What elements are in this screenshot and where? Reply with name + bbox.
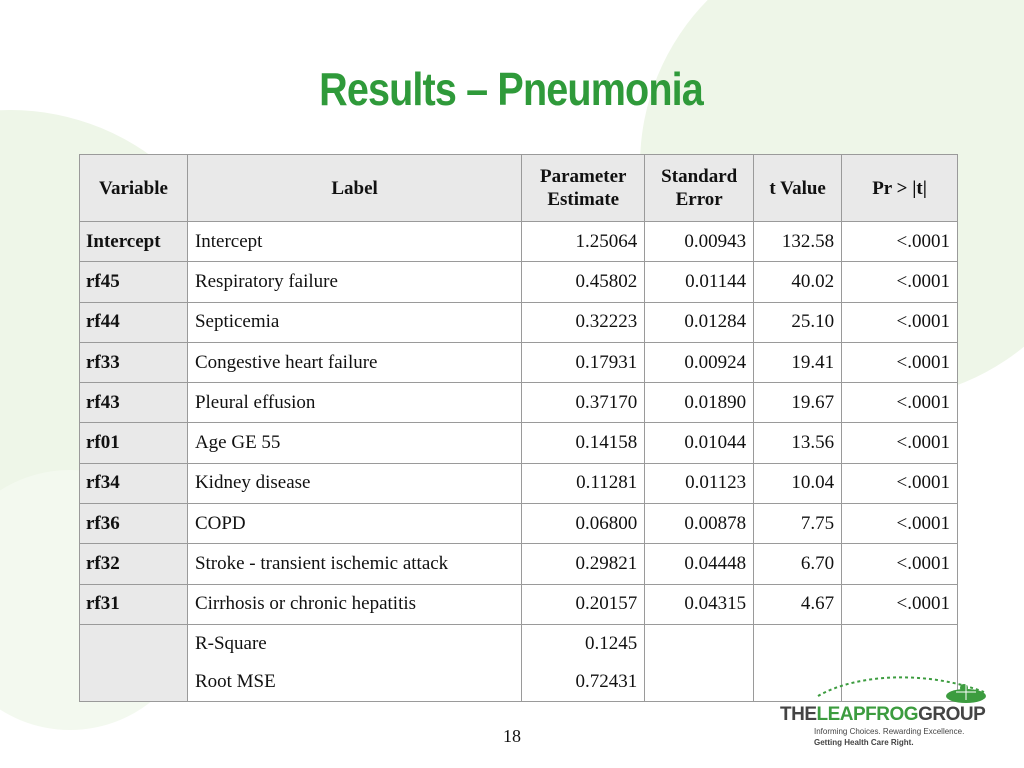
cell-tvalue: 132.58 <box>754 222 842 262</box>
table-row <box>80 504 958 544</box>
cell-pvalue: <.0001 <box>842 262 958 302</box>
cell-label: COPD <box>187 504 521 544</box>
cell-label: Pleural effusion <box>187 383 521 423</box>
cell-pvalue: <.0001 <box>842 504 958 544</box>
cell-stderr: 0.01123 <box>645 463 754 503</box>
stats-variable-blank <box>80 624 188 663</box>
cell-estimate: 0.14158 <box>522 423 645 463</box>
cell-stderr: 0.01284 <box>645 302 754 342</box>
stats-blank <box>754 624 842 663</box>
cell-stderr: 0.04315 <box>645 584 754 624</box>
stats-blank <box>645 624 754 663</box>
stats-value: 0.72431 <box>522 663 645 702</box>
cell-variable: rf44 <box>80 302 188 342</box>
stats-variable-blank <box>80 663 188 702</box>
table-row <box>80 423 958 463</box>
header-estimate: Parameter Estimate <box>522 155 645 222</box>
table-row <box>80 463 958 503</box>
cell-stderr: 0.00878 <box>645 504 754 544</box>
cell-variable: rf33 <box>80 342 188 382</box>
cell-tvalue: 10.04 <box>754 463 842 503</box>
cell-label: Stroke - transient ischemic attack <box>187 544 521 584</box>
header-label: Label <box>187 155 521 222</box>
table-row <box>80 383 958 423</box>
stats-label: Root MSE <box>187 663 521 702</box>
logo-subtagline: Getting Health Care Right. <box>814 738 914 747</box>
cell-pvalue: <.0001 <box>842 463 958 503</box>
cell-label: Intercept <box>187 222 521 262</box>
cell-label: Cirrhosis or chronic hepatitis <box>187 584 521 624</box>
cell-stderr: 0.01890 <box>645 383 754 423</box>
cell-variable: rf01 <box>80 423 188 463</box>
cell-tvalue: 40.02 <box>754 262 842 302</box>
cell-label: Kidney disease <box>187 463 521 503</box>
table-row <box>80 222 958 262</box>
logo-tagline: Informing Choices. Rewarding Excellence. <box>814 727 965 736</box>
cell-stderr: 0.04448 <box>645 544 754 584</box>
cell-estimate: 0.29821 <box>522 544 645 584</box>
table-header-row <box>80 155 958 222</box>
header-tvalue: t Value <box>754 155 842 222</box>
cell-pvalue: <.0001 <box>842 584 958 624</box>
table-row <box>80 342 958 382</box>
cell-variable: rf36 <box>80 504 188 544</box>
cell-pvalue: <.0001 <box>842 302 958 342</box>
stats-label: R-Square <box>187 624 521 663</box>
cell-variable: rf34 <box>80 463 188 503</box>
header-pvalue: Pr > |t| <box>842 155 958 222</box>
cell-tvalue: 4.67 <box>754 584 842 624</box>
header-variable: Variable <box>80 155 188 222</box>
page-number: 18 <box>503 726 521 746</box>
cell-tvalue: 6.70 <box>754 544 842 584</box>
cell-stderr: 0.00943 <box>645 222 754 262</box>
cell-tvalue: 7.75 <box>754 504 842 544</box>
stats-value: 0.1245 <box>522 624 645 663</box>
table-row <box>80 544 958 584</box>
cell-label: Septicemia <box>187 302 521 342</box>
cell-estimate: 0.06800 <box>522 504 645 544</box>
cell-stderr: 0.01144 <box>645 262 754 302</box>
cell-tvalue: 19.67 <box>754 383 842 423</box>
logo-wordmark: THELEAPFROGGROUP <box>780 704 986 725</box>
table-row <box>80 262 958 302</box>
cell-pvalue: <.0001 <box>842 342 958 382</box>
cell-tvalue: 25.10 <box>754 302 842 342</box>
stats-row-rsquare <box>80 624 958 663</box>
slide-title: Results – Pneumonia <box>319 63 703 115</box>
header-stderr: Standard Error <box>645 155 754 222</box>
cell-pvalue: <.0001 <box>842 222 958 262</box>
cell-estimate: 0.20157 <box>522 584 645 624</box>
cell-variable: rf45 <box>80 262 188 302</box>
cell-estimate: 0.11281 <box>522 463 645 503</box>
cell-variable: rf32 <box>80 544 188 584</box>
cell-label: Respiratory failure <box>187 262 521 302</box>
cell-stderr: 0.00924 <box>645 342 754 382</box>
cell-variable: rf43 <box>80 383 188 423</box>
cell-estimate: 0.32223 <box>522 302 645 342</box>
results-table <box>79 154 958 702</box>
cell-estimate: 0.45802 <box>522 262 645 302</box>
cell-estimate: 0.37170 <box>522 383 645 423</box>
cell-estimate: 1.25064 <box>522 222 645 262</box>
cell-pvalue: <.0001 <box>842 544 958 584</box>
cell-estimate: 0.17931 <box>522 342 645 382</box>
cell-label: Age GE 55 <box>187 423 521 463</box>
table-row <box>80 302 958 342</box>
stats-blank <box>645 663 754 702</box>
cell-tvalue: 13.56 <box>754 423 842 463</box>
frog-leaf-icon <box>816 666 986 706</box>
cell-label: Congestive heart failure <box>187 342 521 382</box>
cell-tvalue: 19.41 <box>754 342 842 382</box>
cell-pvalue: <.0001 <box>842 383 958 423</box>
table-row <box>80 584 958 624</box>
cell-pvalue: <.0001 <box>842 423 958 463</box>
stats-blank <box>842 624 958 663</box>
cell-variable: rf31 <box>80 584 188 624</box>
cell-stderr: 0.01044 <box>645 423 754 463</box>
cell-variable: Intercept <box>80 222 188 262</box>
leapfrog-logo <box>776 666 986 756</box>
